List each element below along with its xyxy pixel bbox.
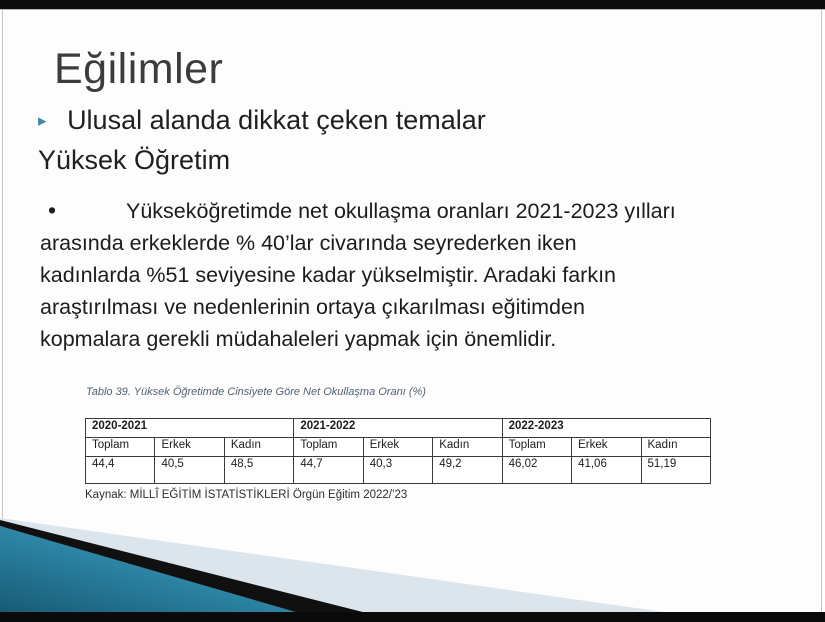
column-header-cell: Kadın <box>433 438 502 457</box>
paragraph-line: kadınlarda %51 seviyesine kadar yükselmiştir. Aradaki farkın <box>40 263 616 287</box>
slide-title: Eğilimler <box>54 44 224 93</box>
slide-border-left <box>2 10 3 530</box>
value-cell: 49,2 <box>433 457 502 484</box>
column-header-cell: Erkek <box>572 438 641 457</box>
bottom-black-bar <box>0 612 825 622</box>
enrollment-table <box>85 418 711 484</box>
paragraph-line <box>40 194 785 227</box>
paragraph-text: Yükseköğretimde net okullaşma oranları 2021-2023 yılları <box>126 199 676 223</box>
value-cell: 40,3 <box>363 457 432 484</box>
value-cell: 51,19 <box>641 457 711 484</box>
table-caption: Tablo 39. Yüksek Öğretimde Cinsiyete Göre Net Okullaşma Oranı (%) <box>86 386 426 398</box>
value-cell: 48,5 <box>224 457 293 484</box>
paragraph-line: arasında erkeklerde % 40’lar civarında seyrederken iken <box>40 231 577 255</box>
bullet-text-line2: Yüksek Öğretim <box>38 145 231 175</box>
slide-border-top <box>0 9 825 10</box>
value-cell: 46,02 <box>502 457 571 484</box>
body-paragraph <box>40 194 785 355</box>
value-cell: 44,4 <box>86 457 155 484</box>
column-header-cell: Erkek <box>155 438 224 457</box>
value-cell: 44,7 <box>294 457 363 484</box>
year-header-cell: 2020-2021 <box>86 419 294 438</box>
column-header-cell: Kadın <box>641 438 711 457</box>
bullet-text-line1: Ulusal alanda dikkat çeken temalar <box>67 105 486 135</box>
paragraph-line: kopmalara gerekli müdahaleleri yapmak için önemlidir. <box>40 327 557 351</box>
column-header-cell: Toplam <box>86 438 155 457</box>
year-header-cell: 2021-2022 <box>294 419 502 438</box>
top-black-bar <box>0 0 825 9</box>
paragraph-line: araştırılması ve nedenlerinin ortaya çıkarılması eğitimden <box>40 295 585 319</box>
column-header-cell: Toplam <box>502 438 571 457</box>
table-subheader-row <box>86 438 711 457</box>
column-header-cell: Toplam <box>294 438 363 457</box>
value-cell: 41,06 <box>572 457 641 484</box>
column-header-cell: Kadın <box>224 438 293 457</box>
triangle-bullet-icon: ▸ <box>38 111 47 130</box>
column-header-cell: Erkek <box>363 438 432 457</box>
table-year-header-row <box>86 419 711 438</box>
dot-bullet-icon: • <box>48 197 57 223</box>
year-header-cell: 2022-2023 <box>502 419 710 438</box>
bullet-block <box>38 102 778 179</box>
table-values-row <box>86 457 711 484</box>
value-cell: 40,5 <box>155 457 224 484</box>
source-note: Kaynak: MİLLÎ EĞİTİM İSTATİSTİKLERİ Örgün Eğitim 2022/’23 <box>85 489 408 501</box>
corner-ribbon-decoration <box>0 512 825 622</box>
bullet-line-1 <box>38 102 778 142</box>
